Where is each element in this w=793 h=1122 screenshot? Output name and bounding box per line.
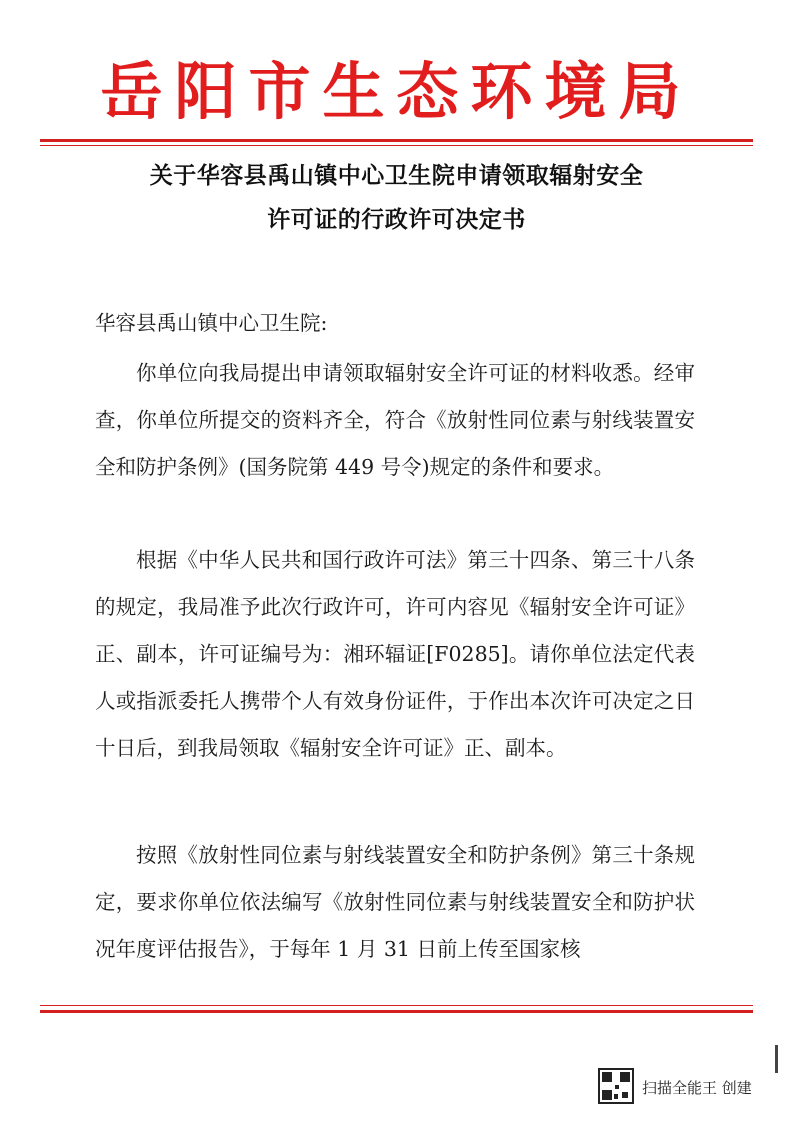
paragraph-1: 你单位向我局提出申请领取辐射安全许可证的材料收悉。经审查，你单位所提交的资料齐全，符合《放射性同位素与射线装置安全和防护条例》(国务院第 449 号令)规定的条件和要求。	[95, 361, 695, 479]
letterhead-rule-thin	[40, 145, 753, 146]
paragraph-3: 按照《放射性同位素与射线装置安全和防护条例》第三十条规定，要求你单位依法编写《放射性同位素与射线装置安全和防护状况年度评估报告》，于每年 1 月 31 日前上传至国家核	[95, 843, 695, 961]
footer-rule-thin	[40, 1005, 753, 1006]
letterhead-rule-thick	[40, 139, 753, 142]
scanner-watermark-label: 扫描全能王 创建	[642, 1079, 752, 1097]
paragraph-2: 根据《中华人民共和国行政许可法》第三十四条、第三十八条的规定，我局准予此次行政许可，许可内容见《辐射安全许可证》正、副本，许可证编号为：湘环辐证[F0285]。请你单位法定代表人或指派委托人携带个人有效身份证件，于作出本次许可决定之日十日后，到我局领取《辐射安全许可证》正、副本。	[95, 548, 695, 760]
document-title-line1: 关于华容县禹山镇中心卫生院申请领取辐射安全	[149, 163, 644, 189]
document-title-line2: 许可证的行政许可决定书	[267, 207, 526, 233]
letterhead-org-name: 岳阳市生态环境局	[100, 55, 693, 128]
footer-rule-thick	[40, 1010, 753, 1013]
qr-code-icon	[598, 1068, 634, 1104]
salutation: 华容县禹山镇中心卫生院:	[95, 311, 328, 335]
margin-mark	[775, 1045, 778, 1073]
